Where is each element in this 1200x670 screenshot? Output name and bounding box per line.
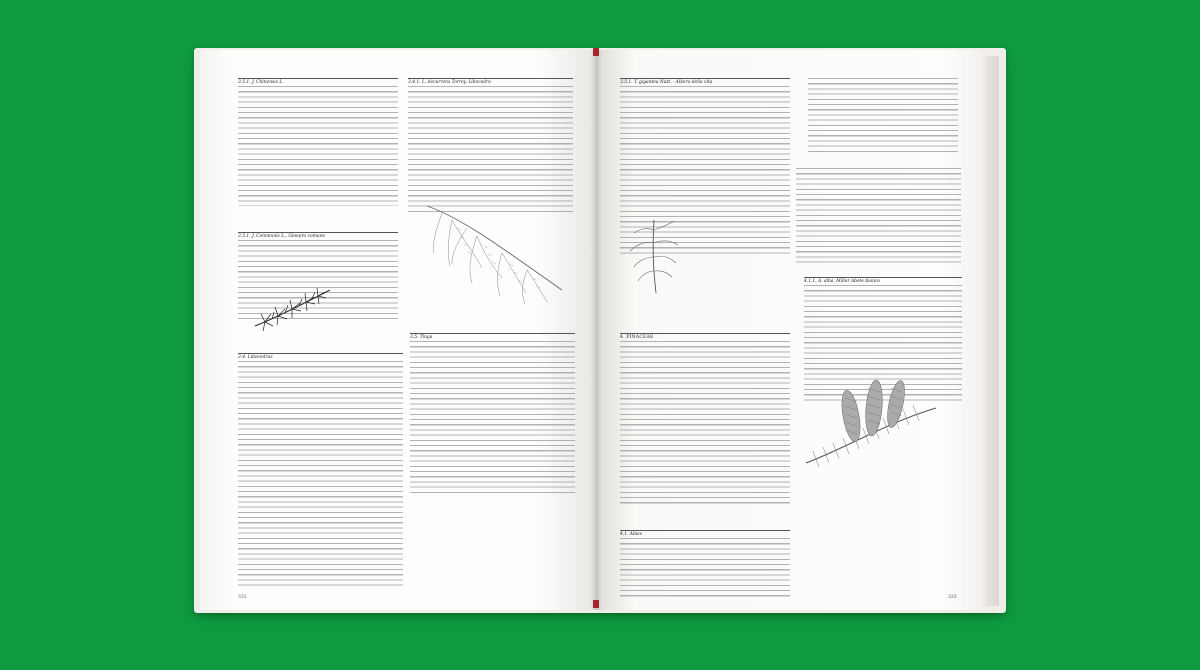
left-page — [200, 50, 596, 610]
body-text — [808, 78, 958, 156]
entry-pinaceae — [620, 333, 790, 513]
body-text — [238, 86, 398, 206]
entry-heading: 3.5.1. J. Chinensis L. — [238, 78, 398, 85]
body-text — [620, 341, 790, 507]
body-text — [238, 361, 403, 589]
body-text — [408, 86, 573, 214]
page-number-left: 332 — [238, 595, 247, 600]
right-page — [596, 50, 982, 610]
page-edges — [985, 56, 999, 606]
entry-heading: 4. PINACEAE — [620, 333, 790, 340]
entry-continued — [796, 168, 961, 268]
page-number-right: 333 — [948, 595, 957, 600]
entry-heading: 3.4.1. L. decurrens Torrey, Libocedro — [408, 78, 573, 85]
fir-branch-illustration — [796, 368, 946, 478]
entry-heading: 3.5. Thuja — [410, 333, 575, 340]
entry-juniperus-chinensis — [238, 78, 398, 218]
juniper-branch-illustration — [250, 278, 340, 338]
body-text — [410, 341, 575, 497]
entry-thuja — [410, 333, 575, 503]
list-continued — [808, 78, 958, 158]
thuja-sprig-illustration — [624, 215, 684, 295]
entry-libocedrus — [238, 353, 403, 593]
libocedrus-branch-illustration — [422, 198, 572, 313]
entry-heading: 3.5.1. T. gigantea Nutt. · Albero della vita — [620, 78, 790, 85]
book-gutter — [590, 50, 602, 610]
bookmark-ribbon-top — [593, 48, 599, 56]
entry-heading: 3.4. Libocedrus — [238, 353, 403, 360]
entry-heading: 4.1.1. A. alba, Miller Abete bianco — [804, 277, 962, 284]
entry-abies — [620, 530, 790, 600]
entry-heading: 3.5.1. J. Communis L., Ginepro comune — [238, 232, 398, 239]
body-text — [796, 168, 961, 264]
bookmark-ribbon-bottom — [593, 600, 599, 608]
body-text — [620, 538, 790, 600]
entry-heading: 4.1. Abies — [620, 530, 790, 537]
